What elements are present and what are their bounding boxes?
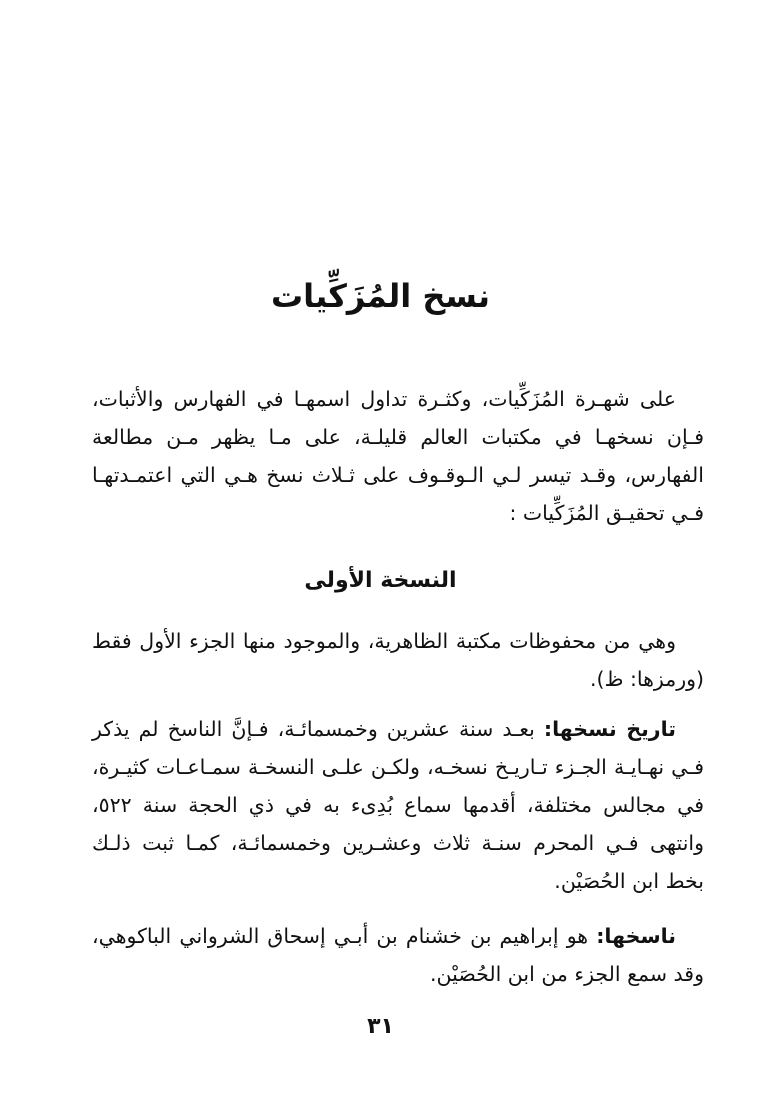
copyist-label: ناسخها: [596, 924, 676, 948]
section-heading: النسخة الأولى [304, 568, 457, 593]
page-title: نسخ المُزَكِّيات [271, 277, 490, 315]
copyist-paragraph [92, 917, 704, 993]
copy-date-label: تاريخ نسخها: [543, 717, 676, 741]
page-number: ٣١ [367, 1014, 394, 1039]
copy-date-paragraph [92, 710, 704, 900]
copyist-text: هو إبراهيم بن خشنام بن أبـي إسحاق الشرواني الباكوهي، وقد سمع الجزء من ابن الحُصَيْن. [92, 924, 704, 986]
intro-paragraph: على شهـرة المُزَكِّيات، وكثـرة تداول اسمهـا في الفهارس والأثبات، فـإن نسخهـا في مكتبات العالم قليلـة، على مـا يظهر مـن مطالعة الفهارس، وقـد تيسر لـي الـوقـوف على ثـلاث نسخ هـي التي اعتمـدتهـا فـي تحقيـق المُزَكِّيات : [92, 387, 704, 525]
copy-date-text: بعـد سنة عشرين وخمسمائـة، فـإنَّ الناسخ لم يذكر فـي نهـايـة الجـزء تـاريـخ نسخـه، ولكـن علـى النسخـة سمـاعـات كثيـرة، في مجالس مختلفة، أقدمها سماع بُدِىء به في ذي الحجة سنة ٥٢٢، وانتهى فـي المحرم سنـة ثلاث وعشـرين وخمسمائـة، كمـا ثبت ذلـك بخط ابن الحُصَيْن. [92, 717, 704, 893]
manuscript-location-paragraph: وهي من محفوظات مكتبة الظاهرية، والموجود منها الجزء الأول فقط (ورمزها: ظ). [92, 629, 704, 691]
